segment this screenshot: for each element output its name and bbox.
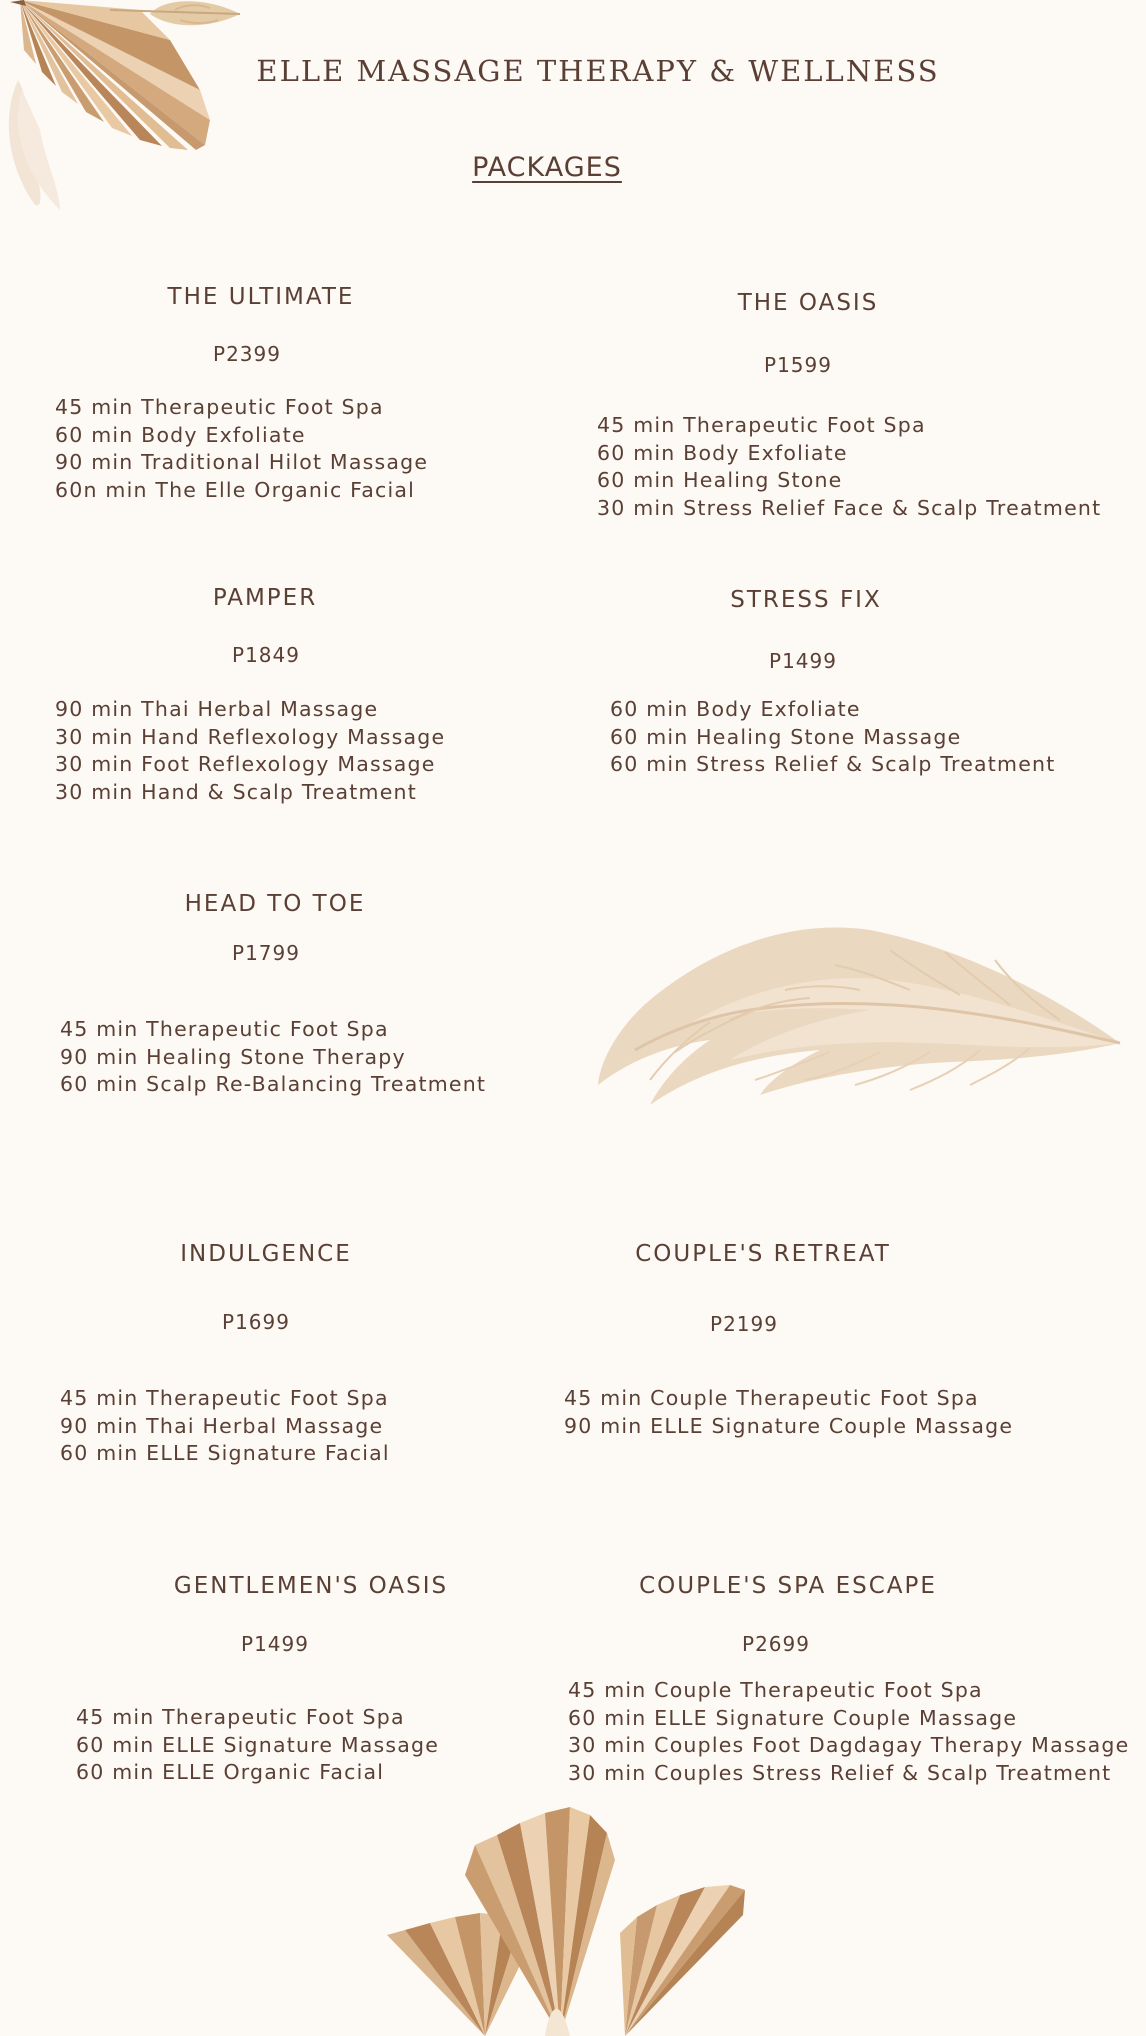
list-item: 60 min ELLE Signature Couple Massage bbox=[568, 1705, 1018, 1730]
list-item: 45 min Therapeutic Foot Spa bbox=[60, 1017, 389, 1041]
list-item: 60 min Body Exfoliate bbox=[55, 422, 306, 447]
package-price: P1799 bbox=[232, 941, 300, 965]
list-item: 90 min Thai Herbal Massage bbox=[55, 697, 379, 721]
list-item: 60 min ELLE Organic Facial bbox=[76, 1760, 385, 1785]
package-name: COUPLE'S RETREAT bbox=[635, 1241, 891, 1267]
package-name: PAMPER bbox=[212, 585, 318, 611]
list-item: 60n min The Elle Organic Facial bbox=[55, 478, 416, 503]
packages-heading: PACKAGES bbox=[472, 152, 622, 183]
package-items bbox=[610, 696, 1055, 779]
package-name: STRESS FIX bbox=[730, 587, 882, 613]
page-title: ELLE MASSAGE THERAPY & WELLNESS bbox=[256, 54, 940, 88]
list-item: 60 min Healing Stone Massage bbox=[610, 724, 962, 749]
package-items bbox=[55, 394, 428, 505]
list-item: 60 min ELLE Signature Facial bbox=[60, 1441, 390, 1466]
package-name: GENTLEMEN'S OASIS bbox=[173, 1573, 449, 1599]
list-item: 45 min Couple Therapeutic Foot Spa bbox=[564, 1386, 979, 1410]
list-item: 90 min ELLE Signature Couple Massage bbox=[564, 1413, 1014, 1438]
package-items bbox=[597, 412, 1101, 523]
package-name: THE OASIS bbox=[737, 290, 879, 316]
list-item: 45 min Therapeutic Foot Spa bbox=[55, 395, 384, 419]
palm-fan-leaves-icon bbox=[385, 1805, 745, 2036]
package-price: P2199 bbox=[710, 1312, 778, 1336]
list-item: 30 min Couples Foot Dagdagay Therapy Massage bbox=[568, 1733, 1130, 1758]
package-price: P1699 bbox=[222, 1310, 290, 1334]
package-name: COUPLE'S SPA ESCAPE bbox=[639, 1573, 937, 1599]
pampas-grass-icon bbox=[590, 880, 1125, 1120]
package-items bbox=[564, 1385, 1013, 1440]
list-item: 45 min Therapeutic Foot Spa bbox=[76, 1705, 405, 1729]
package-price: P1499 bbox=[241, 1632, 309, 1656]
list-item: 60 min Stress Relief & Scalp Treatment bbox=[610, 752, 1056, 777]
list-item: 60 min ELLE Signature Massage bbox=[76, 1732, 440, 1757]
list-item: 90 min Traditional Hilot Massage bbox=[55, 450, 429, 475]
package-price: P1599 bbox=[764, 353, 832, 377]
package-price: P1499 bbox=[769, 649, 837, 673]
list-item: 30 min Couples Stress Relief & Scalp Treatment bbox=[568, 1761, 1112, 1786]
list-item: 30 min Foot Reflexology Massage bbox=[55, 752, 436, 777]
package-price: P2699 bbox=[742, 1632, 810, 1656]
list-item: 60 min Scalp Re-Balancing Treatment bbox=[60, 1072, 487, 1097]
list-item: 45 min Therapeutic Foot Spa bbox=[597, 413, 926, 437]
list-item: 90 min Thai Herbal Massage bbox=[60, 1413, 384, 1438]
package-name: THE ULTIMATE bbox=[167, 284, 355, 310]
package-price: P2399 bbox=[213, 342, 281, 366]
list-item: 90 min Healing Stone Therapy bbox=[60, 1044, 406, 1069]
list-item: 30 min Hand & Scalp Treatment bbox=[55, 780, 417, 805]
list-item: 60 min Body Exfoliate bbox=[610, 697, 861, 721]
package-items bbox=[76, 1704, 439, 1787]
list-item: 45 min Therapeutic Foot Spa bbox=[60, 1386, 389, 1410]
package-items bbox=[60, 1016, 486, 1099]
package-items bbox=[55, 696, 445, 807]
list-item: 45 min Couple Therapeutic Foot Spa bbox=[568, 1678, 983, 1702]
package-items bbox=[568, 1677, 1129, 1788]
package-items bbox=[60, 1385, 390, 1468]
list-item: 30 min Stress Relief Face & Scalp Treatment bbox=[597, 496, 1102, 521]
package-price: P1849 bbox=[232, 643, 300, 667]
list-item: 30 min Hand Reflexology Massage bbox=[55, 724, 446, 749]
package-name: HEAD TO TOE bbox=[184, 891, 366, 917]
list-item: 60 min Healing Stone bbox=[597, 468, 843, 493]
package-name: INDULGENCE bbox=[180, 1241, 352, 1267]
list-item: 60 min Body Exfoliate bbox=[597, 440, 848, 465]
